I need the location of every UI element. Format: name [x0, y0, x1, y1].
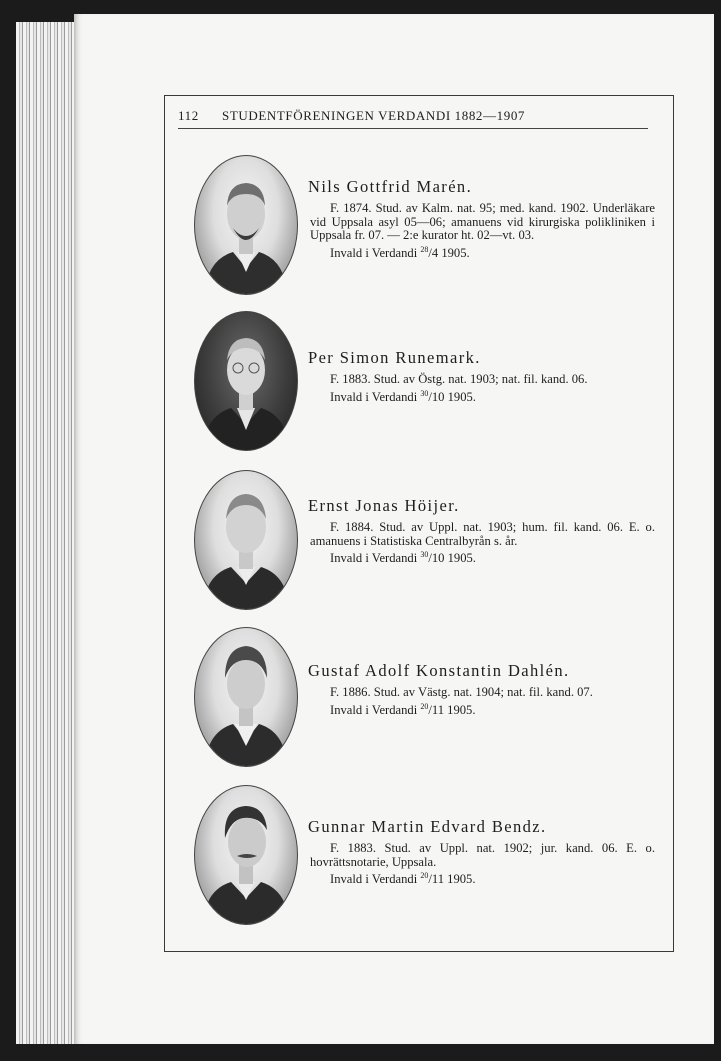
entry-year: 1905. — [447, 389, 476, 404]
date-day: 20 — [420, 871, 429, 881]
date-day: 30 — [420, 550, 429, 560]
entry-name: Gustaf Adolf Konstantin Dahlén. — [308, 661, 570, 680]
invald-label: Invald i Verdandi — [330, 702, 418, 717]
date-month: 10 — [431, 389, 445, 404]
date-month: 11 — [431, 872, 444, 887]
entry-bio: F. 1884. Stud. av Uppl. nat. 1903; hum. fil. kand. 06. E. o. amanuens i Statistiska Centralbyrån s. år. — [310, 520, 655, 548]
running-head — [178, 108, 658, 128]
portrait-photo-4 — [194, 627, 298, 767]
portrait-photo-1 — [194, 155, 298, 295]
invald-label: Invald i Verdandi — [330, 551, 418, 566]
date-month: 11 — [431, 702, 444, 717]
entry-bio: F. 1883. Stud. av Uppl. nat. 1902; jur. kand. 06. E. o. hovrättsnotarie, Uppsala. — [310, 841, 655, 869]
entry-name: Ernst Jonas Höijer. — [308, 496, 460, 515]
entry-year: 1905. — [441, 245, 470, 260]
running-title: STUDENTFÖRENINGEN VERDANDI 1882—1907 — [222, 108, 526, 123]
entry-invald: Invald i Verdandi $^{20}$/11 1905. — [330, 871, 476, 887]
page-number: 112 — [178, 108, 199, 123]
header-rule — [178, 128, 648, 129]
entry-invald: Invald i Verdandi $^{20}$/11 1905. — [330, 701, 476, 717]
date-day: 30 — [420, 388, 429, 398]
entry-bio: F. 1886. Stud. av Västg. nat. 1904; nat. fil. kand. 07. — [330, 685, 593, 699]
entry-4 — [310, 661, 655, 717]
entry-name: Nils Gottfrid Marén. — [308, 177, 473, 196]
entry-invald: Invald i Verdandi $^{30}$/10 1905. — [330, 388, 476, 404]
entry-bio: F. 1883. Stud. av Östg. nat. 1903; nat. fil. kand. 06. — [330, 372, 588, 386]
entry-bio: F. 1874. Stud. av Kalm. nat. 95; med. kand. 1902. Underläkare vid Uppsala asyl 05—06; amanuens vid kirurgiska polikliniken i Uppsala fr. 07. — 2:e kurator ht. 02—vt. 03. — [310, 201, 655, 243]
portrait-photo-5 — [194, 785, 298, 925]
invald-label: Invald i Verdandi — [330, 245, 418, 260]
entry-name: Per Simon Runemark. — [308, 348, 481, 367]
entry-5 — [310, 817, 655, 887]
entry-year: 1905. — [447, 702, 476, 717]
entry-year: 1905. — [447, 551, 476, 566]
entry-invald: Invald i Verdandi $^{30}$/10 1905. — [330, 550, 476, 566]
portrait-photo-2 — [194, 311, 298, 451]
entry-year: 1905. — [447, 872, 476, 887]
entry-2 — [310, 348, 655, 404]
entry-invald: Invald i Verdandi $^{28}$/4 1905. — [330, 244, 470, 260]
date-month: 4 — [431, 245, 439, 260]
invald-label: Invald i Verdandi — [330, 389, 418, 404]
portrait-photo-3 — [194, 470, 298, 610]
date-month: 10 — [431, 551, 445, 566]
entry-1 — [310, 177, 655, 261]
page-edges — [16, 22, 81, 1044]
invald-label: Invald i Verdandi — [330, 872, 418, 887]
entry-name: Gunnar Martin Edvard Bendz. — [308, 817, 547, 836]
entry-3 — [310, 496, 655, 566]
date-day: 28 — [420, 244, 429, 254]
date-day: 20 — [420, 701, 429, 711]
